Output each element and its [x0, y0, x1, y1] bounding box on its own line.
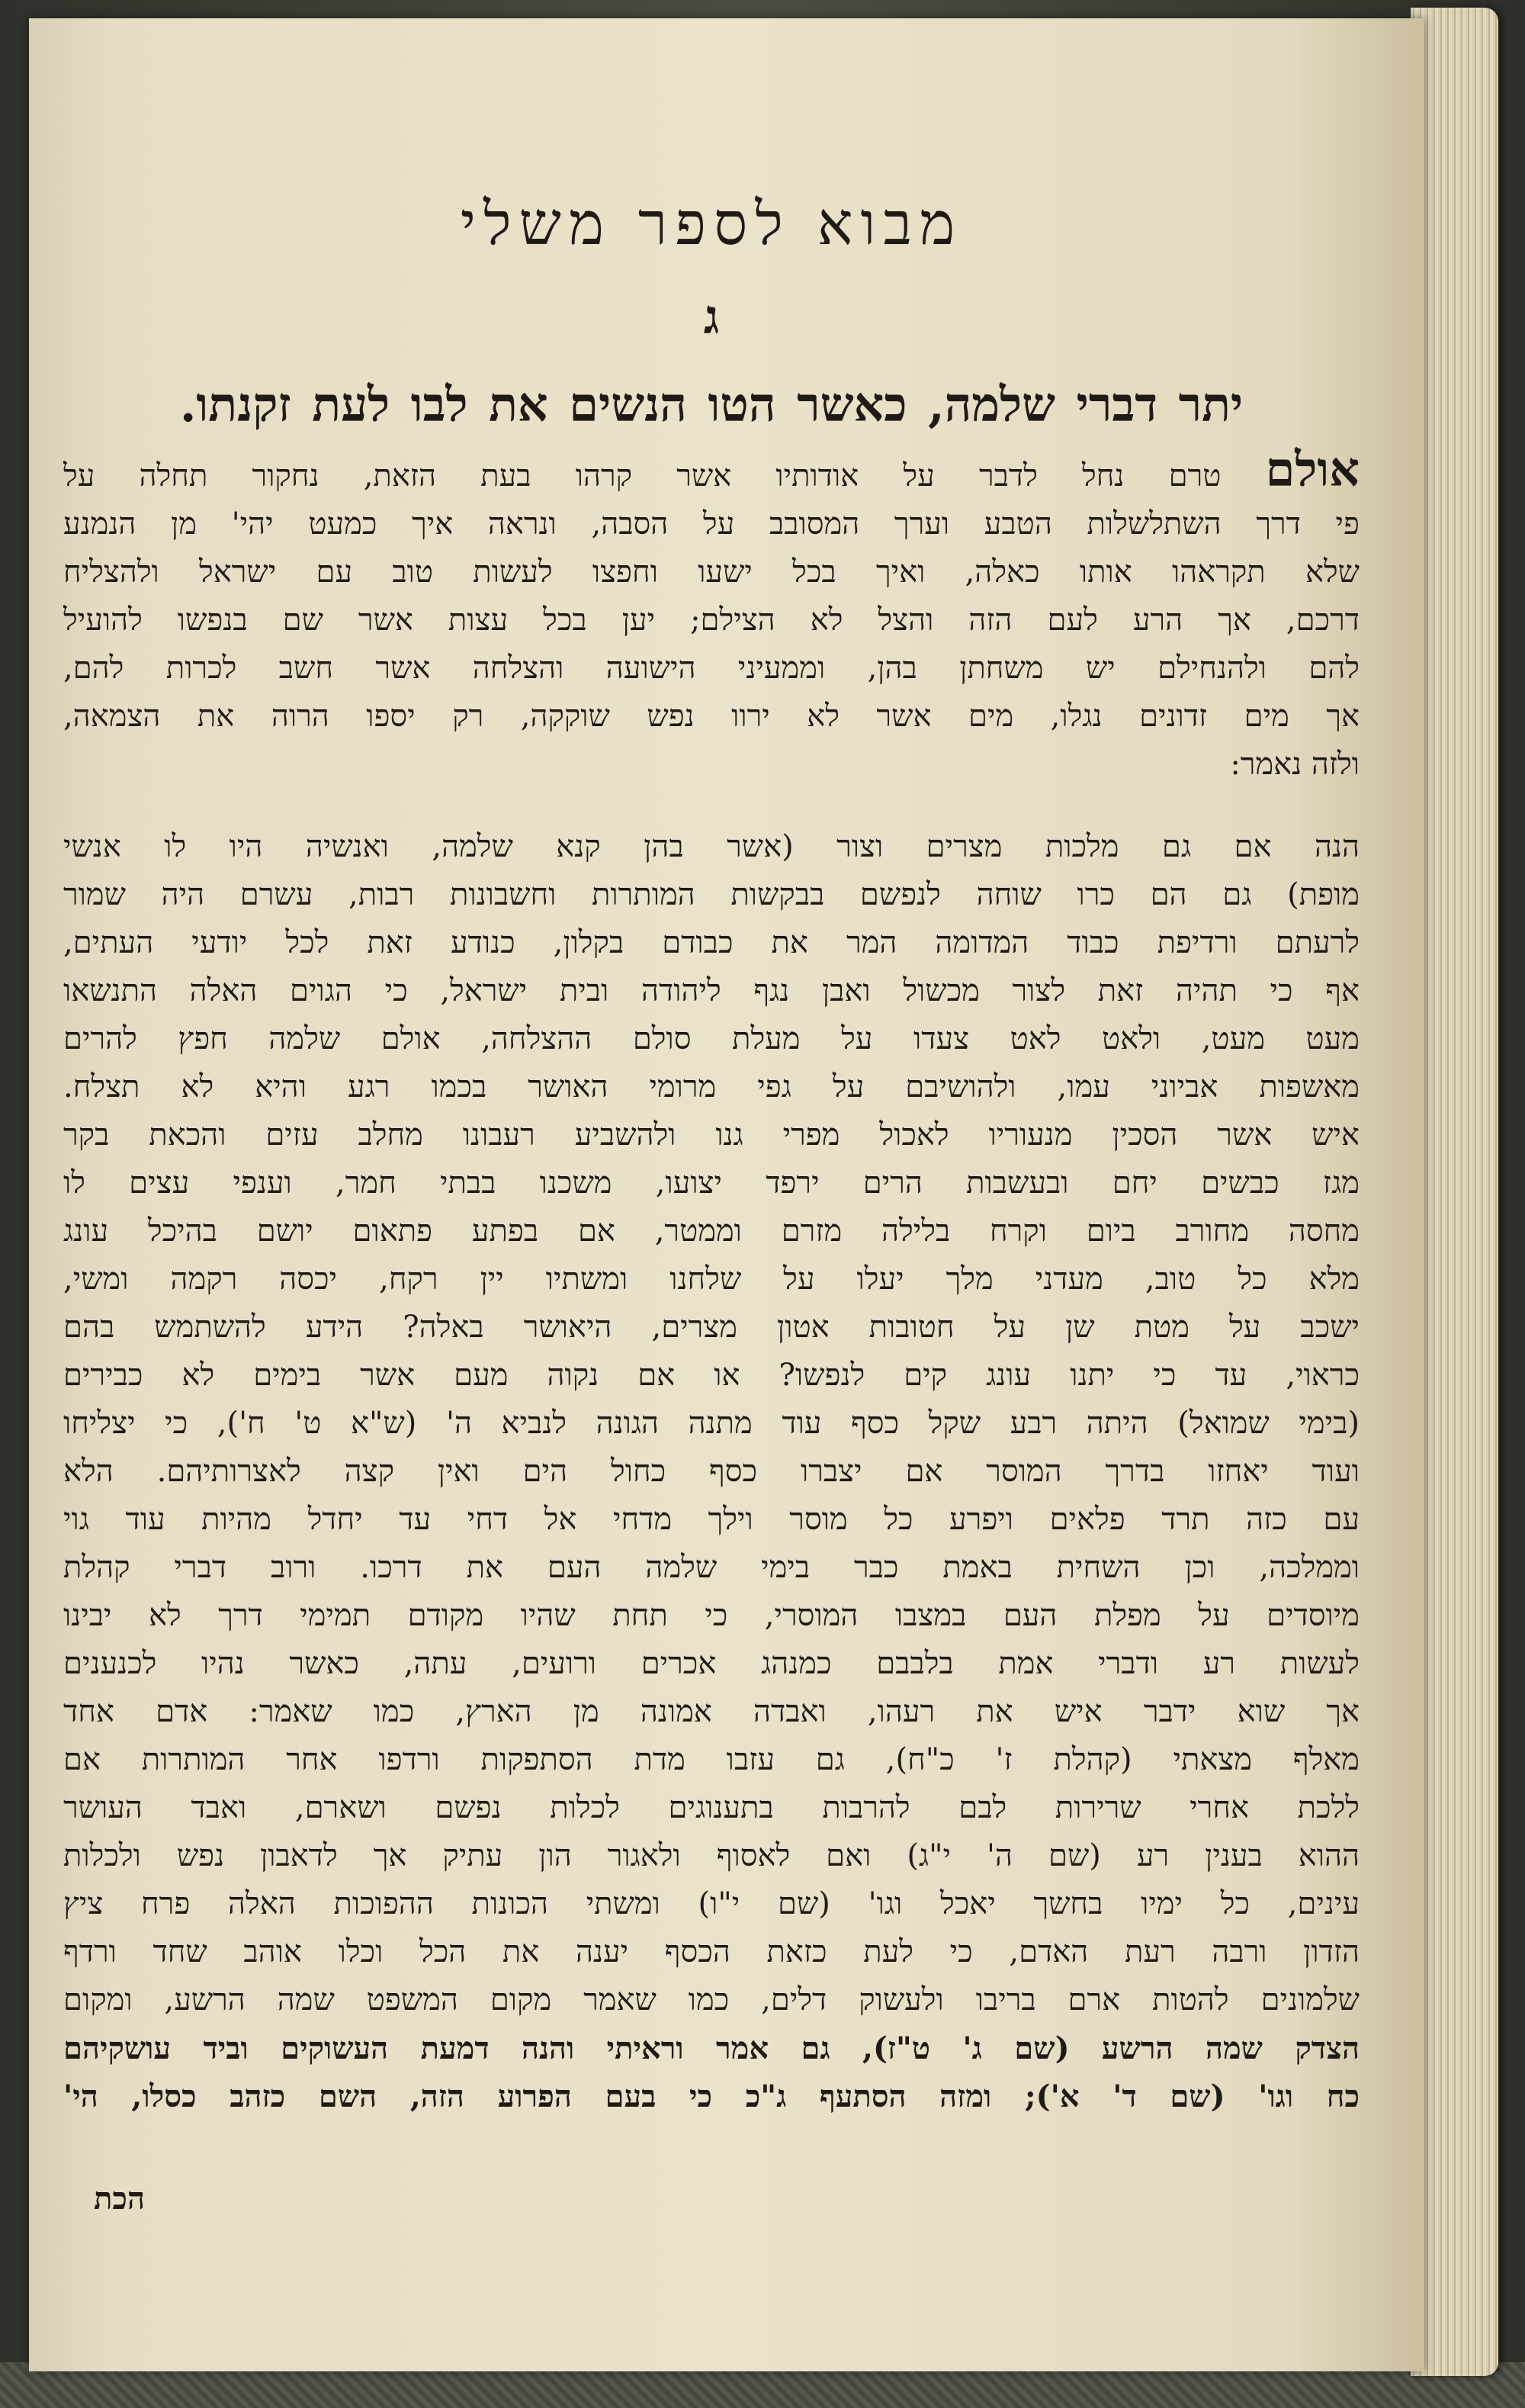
paragraph-2-line: עם כזה תרד פלאים ויפרע כל מוסר וילך מדחי אל דחי עד יחדל מהיות עוד גוי — [63, 1502, 1360, 1537]
paragraph-1-line: אולם טרם נחל לדבר על אודותיו אשר קרהו בעת הזאת, נחקור תחלה על — [63, 445, 1360, 500]
paragraph-1-line: אך מים זדונים נגלו, מים אשר לא ירוו נפש שוקקה, רק יספו הרוה את הצמאה, — [63, 699, 1360, 734]
paragraph-2-line: ההוא בענין רע (שם ה' י"ג) ואם לאסוף ולאגור הון עתיק אך לדאבון נפש ולכלות — [63, 1838, 1360, 1873]
page-text-area — [63, 18, 1360, 2371]
paragraph-2-line: לרעתם ורדיפת כבוד המדומה המר את כבודם בקלון, כנודע זאת לכל יודעי העתים, — [63, 925, 1360, 960]
paragraph-2-line: אך שוא ידבר איש את רעהו, ואבדה אמונה מן הארץ, כמו שאמר: אדם אחד — [63, 1694, 1360, 1729]
paragraph-2-line: עינים, כל ימיו בחשך יאכל וגו' (שם י"ו) ומשתי הכונות ההפוכות האלה פרח ציץ — [63, 1886, 1360, 1921]
paragraph-2-line: מיוסדים על מפלת העם במצבו המוסרי, כי תחת שהיו מקודם תמימי דרך לא יבינו — [63, 1598, 1360, 1633]
paragraph-2-line: איש אשר הסכין מנעוריו לאכול מפרי גנו ולהשביע רעבונו מחלב עזים והכאת בקר — [63, 1117, 1360, 1153]
paragraph-2-line: מאשפות אביוני עמו, ולהושיבם על גפי מרומי האושר בכמו רגע והיא לא תצלח. — [63, 1069, 1360, 1104]
lead-word: אולם — [1265, 445, 1360, 497]
paragraph-2-line: ללכת אחרי שרירות לבם להרבות בתענוגים לכלות נפשם ושארם, ואבד העושר — [63, 1790, 1360, 1825]
paragraph-1-line: ולזה נאמר: — [1230, 747, 1360, 782]
paragraph-2-line: כח וגו' (שם ד' א'); ומזה הסתעף ג"כ כי בעם הפרוע הזה, השם כזהב כסלו, הי' — [63, 2078, 1360, 2114]
paragraph-1-line: שלא תקראהו אותו כאלה, ואיך בכל ישעו וחפצו לעשות טוב עם ישראל ולהצליח — [63, 555, 1360, 590]
paragraph-2-line: הצדק שמה הרשע (שם ג' ט"ז), גם אמר וראיתי והנה דמעת העשוקים וביד עושקיהם — [63, 2030, 1360, 2066]
paragraph-2-line: כראוי, עד כי יתנו עונג קים לנפשו? או אם נקוה מעם אשר בימים לא כבירים — [63, 1358, 1360, 1393]
paragraph-2-line: מחסה מחורב ביום וקרח בלילה מזרם וממטר, אם בפתע פתאום יושם בהיכל עונג — [63, 1214, 1360, 1249]
paragraph-2-line: מלא כל טוב, מעדני מלך יעלו על שלחנו ומשתיו יין רקח, יכסה רקמה ומשי, — [63, 1262, 1360, 1297]
paragraph-2-line: ועוד יאחזו בדרך המוסר אם יצברו כסף כחול הים ואין קצה לאצרותיהם. הלא — [63, 1454, 1360, 1489]
page-title: מבוא לספר משלי — [460, 190, 963, 259]
paragraph-2-line: לעשות רע ודברי אמת בלבבם כמנהג אכרים ורועים, עתה, כאשר נהיו לכנענים — [63, 1646, 1360, 1681]
paragraph-2-line: אף כי תהיה זאת לצור מכשול ואבן נגף ליהודה ובית ישראל, כי הגוים האלה התנשאו — [63, 973, 1360, 1008]
paragraph-2-line: מאלף מצאתי (קהלת ז' כ"ח), גם עזבו מדת הסתפקות ורדפו אחר המותרות אם — [63, 1742, 1360, 1777]
paragraph-1-line: דרכם, אך הרע לעם הזה והצל לא הצילם; יען בכל עצות אשר שם בנפשו להועיל — [63, 603, 1360, 638]
paragraph-2-line: שלמונים להטות ארם בריבו ולעשוק דלים, כמו שאמר מקום המשפט שמה הרשע, ומקום — [63, 1982, 1360, 2017]
paragraph-2-line: ישכב על מטת שן על חטובות אטון מצרים, היאושר באלה? הידע להשתמש בהם — [63, 1310, 1360, 1345]
section-heading: יתר דברי שלמה, כאשר הטו הנשים את לבו לעת זקנתו. — [179, 377, 1244, 432]
paragraph-1 — [63, 445, 1360, 789]
paragraph-1-line: פי דרך השתלשלות הטבע וערך המסובב על הסבה, ונראה איך כמעט יהי' מן הנמנע — [63, 506, 1360, 542]
paragraph-1-line: להם ולהנחילם יש משחתן בהן, וממעיני הישועה והצלחה אשר חשב לכרות להם, — [63, 651, 1360, 686]
paragraph-2-line: הזדון ורבה רעת האדם, כי לעת כזאת הכסף יענה את הכל וכלו אוהב שחד ורדף — [63, 1934, 1360, 1969]
catchword: הכת — [94, 2181, 145, 2217]
paragraph-2-line: מופת) גם הם כרו שוחה לנפשם בבקשות המותרות וחשבונות רבות, עשרם היה שמור — [63, 877, 1360, 912]
paragraph-2-line: הנה אם גם מלכות מצרים וצור (אשר בהן קנא שלמה, ואנשיה היו לו אנשי — [63, 829, 1360, 864]
section-number: ג — [703, 289, 720, 345]
book-page — [29, 18, 1424, 2371]
paragraph-2-line: (בימי שמואל) היתה רבע שקל כסף עוד מתנה הגונה לנביא ה' (ש"א ט' ח'), כי יצליחו — [63, 1406, 1360, 1441]
paragraph-2 — [63, 823, 1360, 2120]
paragraph-2-line: וממלכה, וכן השחית באמת כבר בימי שלמה העם את דרכו. ורוב דברי קהלת — [63, 1550, 1360, 1585]
paragraph-2-line: מגז כבשים יחם ובעשבות הרים ירפד יצועו, משכנו בבתי חמר, וענפי עצים לו — [63, 1165, 1360, 1201]
paragraph-2-line: מעט מעט, ולאט לאט צעדו על מעלת סולם ההצלחה, אולם שלמה חפץ להרים — [63, 1021, 1360, 1056]
